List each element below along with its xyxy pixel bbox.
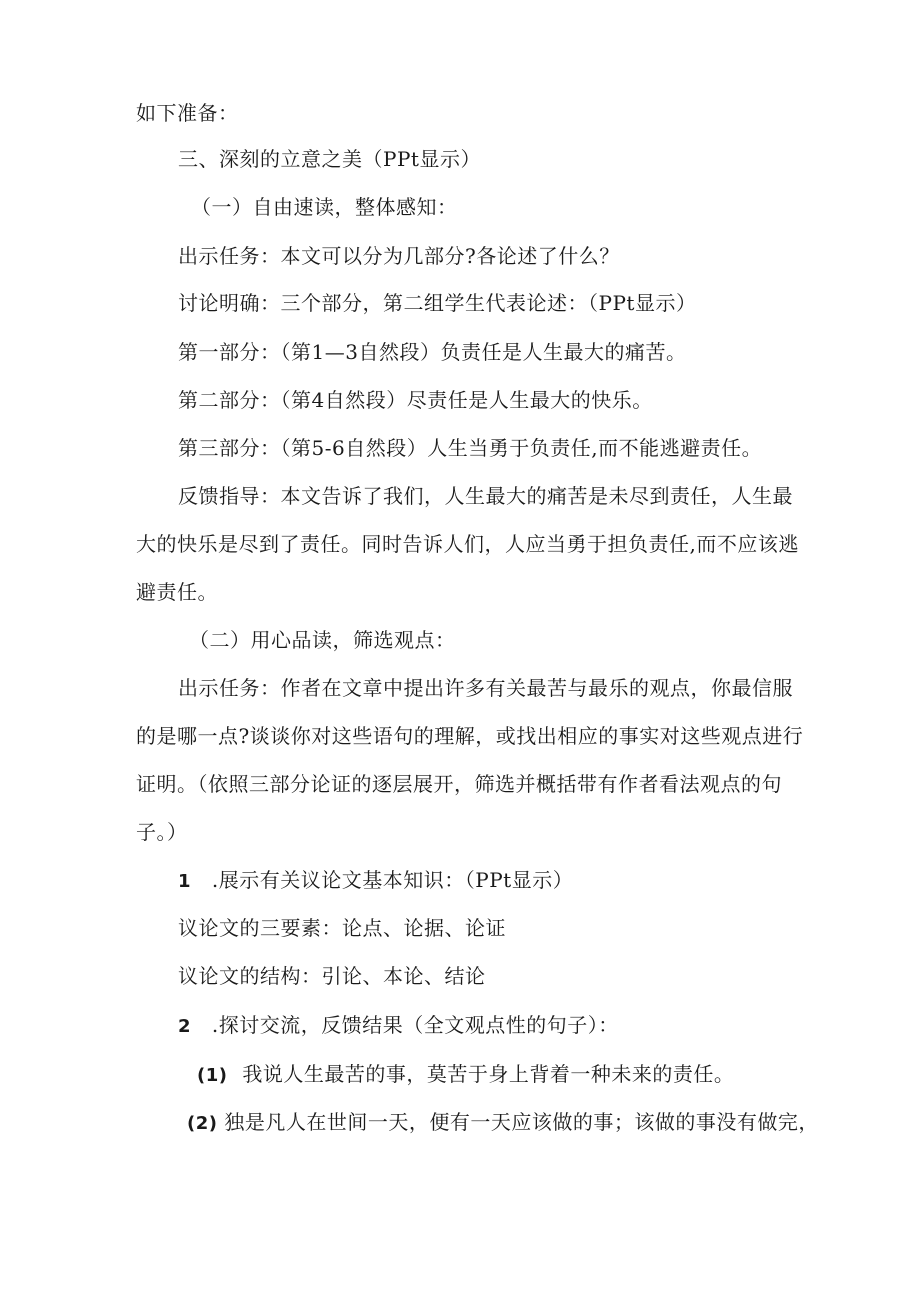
paragraph-line: 的是哪一点?谈谈你对这些语句的理解，或找出相应的事实对这些观点进行: [136, 724, 804, 748]
item-number: (2): [187, 1113, 218, 1134]
paragraph-line: 讨论明确：三个部分，第二组学生代表论述：（PPt显示）: [178, 291, 697, 315]
section-heading: 三、深刻的立意之美（PPt显示）: [178, 147, 481, 171]
paragraph-line: 证明。（依照三部分论证的逐层展开，筛选并概括带有作者看法观点的句: [136, 772, 782, 796]
paragraph-line: 第一部分：（第1—3自然段）负责任是人生最大的痛苦。: [178, 340, 687, 364]
numbered-item: [178, 866, 573, 896]
paragraph-line: 出示任务：本文可以分为几部分?各论述了什么？: [178, 244, 620, 268]
item-number: (1): [197, 1065, 228, 1086]
paragraph-line: 如下准备：: [136, 101, 239, 125]
paragraph-line: 避责任。: [136, 580, 218, 604]
item-text: .展示有关议论文基本知识：（PPt显示）: [211, 868, 574, 892]
item-number: 2: [178, 1016, 192, 1037]
paragraph-line: 出示任务：作者在文章中提出许多有关最苦与最乐的观点，你最信服: [178, 676, 793, 700]
item-text: 我说人生最苦的事，莫苦于身上背着一种未来的责任。: [242, 1062, 735, 1086]
numbered-item: [178, 1011, 619, 1041]
paragraph-line: 第三部分：（第5-6自然段）人生当勇于负责任,而不能逃避责任。: [178, 436, 763, 460]
paragraph-line: 议论文的结构：引论、本论、结论: [178, 964, 486, 988]
paragraph-line: 反馈指导：本文告诉了我们，人生最大的痛苦是未尽到责任，人生最: [178, 484, 793, 508]
numbered-item: [187, 1108, 819, 1138]
paragraph-line: 子。）: [136, 820, 188, 844]
paragraph-line: 议论文的三要素：论点、论据、论证: [178, 916, 506, 940]
subsection-heading: （一）自由速读，整体感知：: [191, 195, 458, 219]
item-number: 1: [178, 871, 192, 892]
numbered-item: [197, 1060, 734, 1090]
paragraph-line: 大的快乐是尽到了责任。同时告诉人们，人应当勇于担负责任,而不应该逃: [136, 532, 799, 556]
subsection-heading: （二）用心品读，筛选观点：: [189, 628, 456, 652]
item-text: 独是凡人在世间一天，便有一天应该做的事；该做的事没有做完，: [224, 1110, 819, 1134]
item-text: .探讨交流，反馈结果（全文观点性的句子）：: [211, 1013, 619, 1037]
paragraph-line: 第二部分：（第4自然段）尽责任是人生最大的快乐。: [178, 388, 653, 412]
